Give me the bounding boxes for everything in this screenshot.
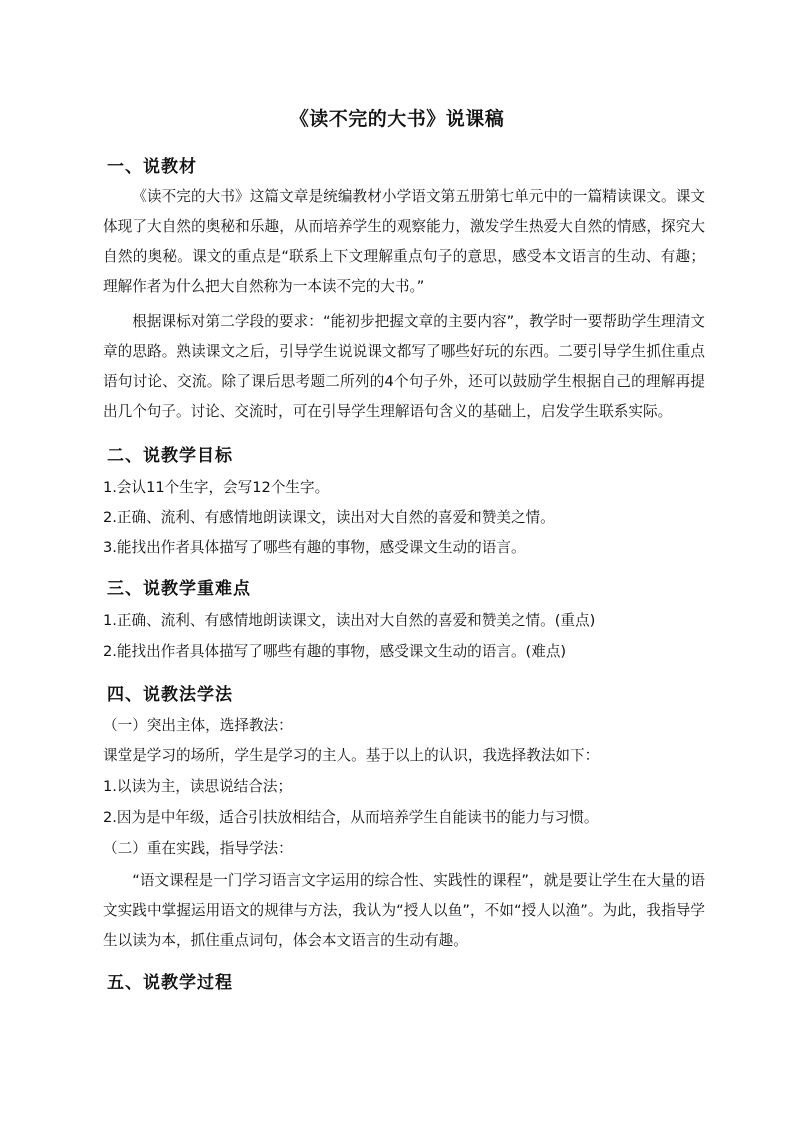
subheading-learning-method: （二）重在实践，指导学法： <box>103 840 293 857</box>
goal-item-3: 3.能找出作者具体描写了哪些有趣的事物，感受课文生动的语言。 <box>103 539 526 556</box>
section-heading-teaching-goals: 二、说教学目标 <box>107 446 233 466</box>
goal-item-2: 2.正确、流利、有感情地朗读课文，读出对大自然的喜爱和赞美之情。 <box>103 509 555 526</box>
page-title: 《读不完的大书》说课稿 <box>289 108 505 130</box>
key-point-item-2: 2.能找出作者具体描写了哪些有趣的事物，感受课文生动的语言。(难点) <box>103 643 567 660</box>
section-heading-key-difficulties: 三、说教学重难点 <box>107 579 251 599</box>
section-heading-teaching-material: 一、说教材 <box>107 157 197 177</box>
method-item-1: 1.以读为主，读思说结合法； <box>103 778 293 795</box>
method-intro-line: 课堂是学习的场所，学生是学习的主人。基于以上的认识，我选择教法如下： <box>103 747 600 764</box>
section-heading-teaching-process: 五、说教学过程 <box>107 973 233 993</box>
paragraph-curriculum-requirements: 根据课标对第二学段的要求：“能初步把握文章的主要内容”，教学时一要帮助学生理清文章的思路。熟读课文之后，引导学生说说课文都写了哪些好玩的东西。二要引导学生抓住重点语句讨论、交流。除了课后思考题二所列的4个句子外，还可以鼓励学生根据自己的理解再提出几个句子。讨论、交流时，可在引导学生理解语句含义的基础上，启发学生联系实际。 <box>103 313 705 420</box>
paragraph-material-intro: 《读不完的大书》这篇文章是统编教材小学语文第五册第七单元中的一篇精读课文。课文体现了大自然的奥秘和乐趣，从而培养学生的观察能力，激发学生热爱大自然的情感，探究大自然的奥秘。课文的重点是“联系上下文理解重点句子的意思，感受本文语言的生动、有趣；理解作者为什么把大自然称为一本读不完的大书。” <box>103 188 705 295</box>
subheading-teaching-method: （一）突出主体，选择教法： <box>103 717 293 734</box>
paragraph-learning-method: “语文课程是一门学习语言文字运用的综合性、实践性的课程”，就是要让学生在大量的语文实践中掌握运用语文的规律与方法，我认为“授人以鱼”，不如“授人以渔”。为此，我指导学生以读为本，抓住重点词句，体会本文语言的生动有趣。 <box>103 872 705 949</box>
goal-item-1: 1.会认11个生字，会写12个生字。 <box>103 479 330 496</box>
method-item-2: 2.因为是中年级，适合引扶放相结合，从而培养学生自能读书的能力与习惯。 <box>103 809 599 826</box>
section-heading-methods: 四、说教法学法 <box>107 685 233 705</box>
key-point-item-1: 1.正确、流利、有感情地朗读课文，读出对大自然的喜爱和赞美之情。(重点) <box>103 612 596 629</box>
